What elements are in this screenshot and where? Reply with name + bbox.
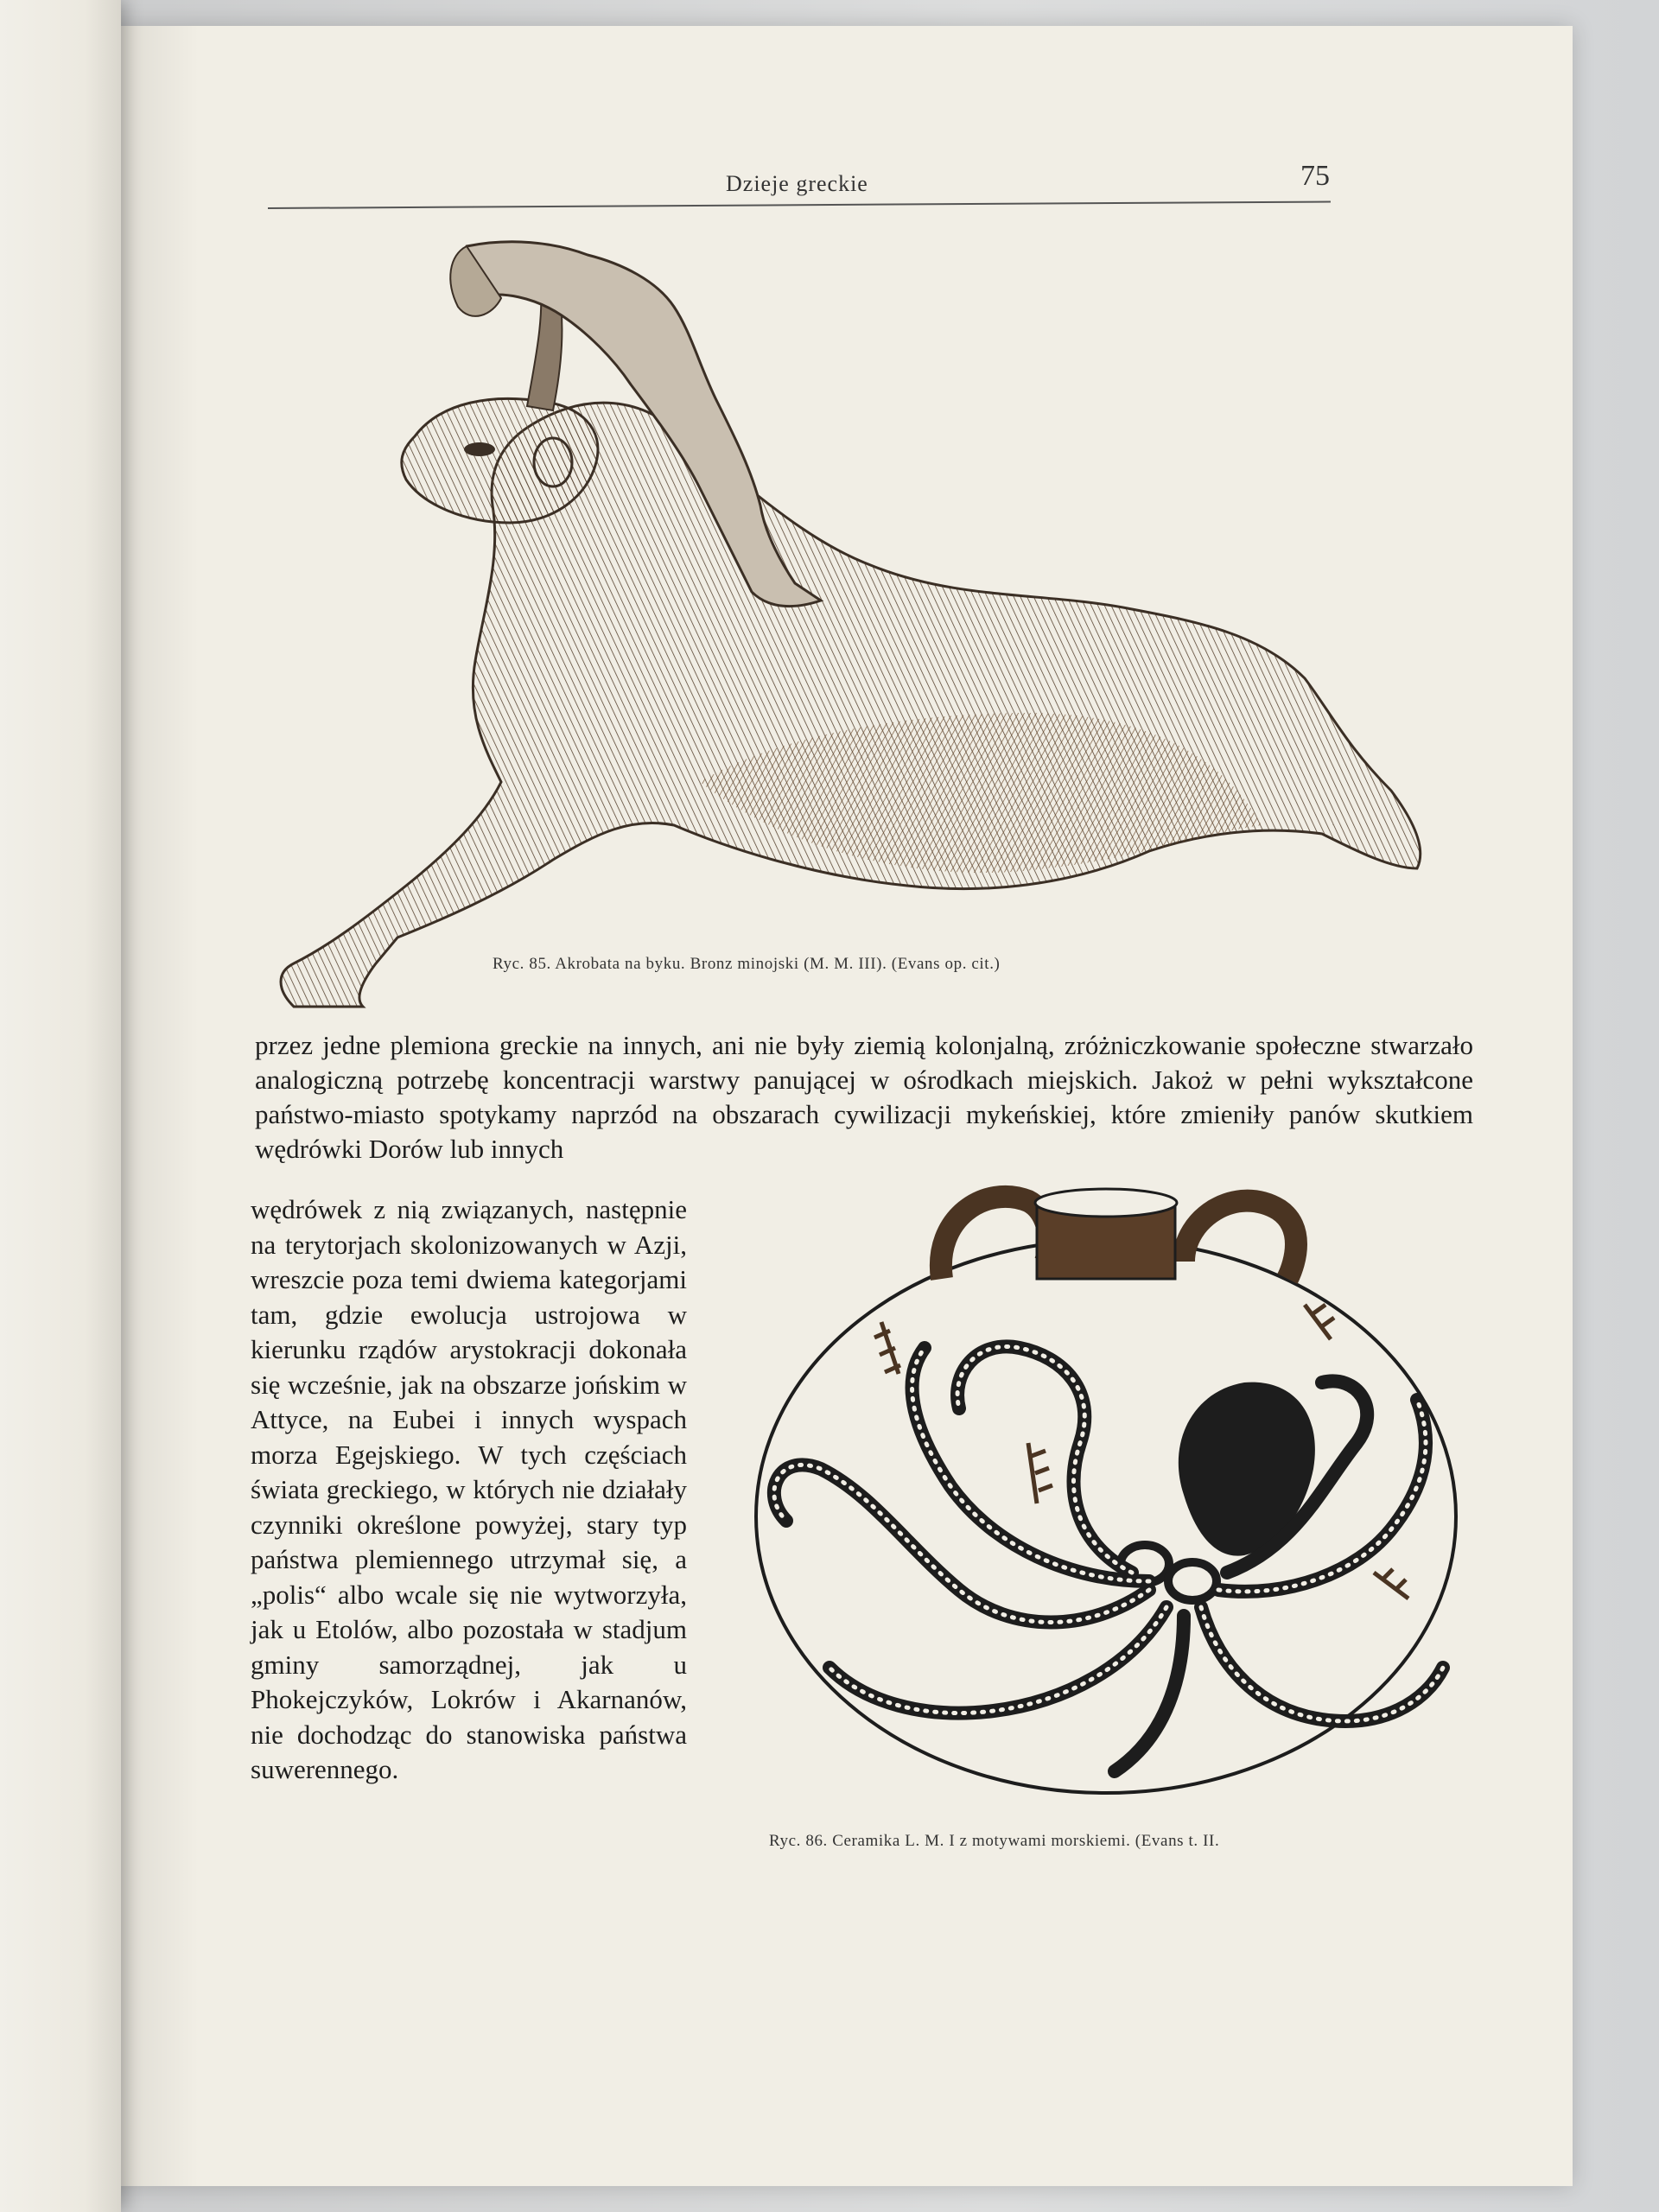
figure-86-caption: Ryc. 86. Ceramika L. M. I z motywami morskiemi. (Evans t. II. [769,1832,1220,1850]
body-text-full-width: przez jedne plemiona greckie na innych, ani nie były ziemią kolonjalną, zróżniczkowanie społeczne stwarzało analogiczną potrzebę koncentracji warstwy panującej w ośrodkach miejskich. Jakoż w pełni wykształcone państwo-miasto spotykamy naprzód na obszarach cywilizacji mykeńskiej, które zmieniły panów skutkiem wędrówki Dorów lub innych [255,1030,1473,1164]
header-rule [268,200,1331,209]
figure-86-octopus-vase [700,1184,1529,1823]
body-text-column: wędrówek z nią związanych, następnie na terytorjach skolonizowanych w Azji, wreszcie poza temi dwiema kategorjami tam, gdzie ewolucja ustrojowa w kierunku rządów arystokracji dokonała się wcześnie, jak na obszarze jońskim w Attyce, na Eubei i innych wyspach morza Egejskiego. W tych częściach świata greckiego, w których nie działały czynniki określone powyżej, stary typ państwa plemiennego utrzymał się, a „polis“ albo wcale się nie wytworzyła, jak u Etolów, albo pozostała w stadjum gminy samorządnej, jak u Phokejczyków, Lokrów i Akarnanów, nie dochodząc do stanowiska państwa suwerennego. [251,1194,687,1784]
page-number: 75 [1300,160,1330,192]
left-page-edge [0,0,121,2212]
running-header-title: Dzieje greckie [726,171,868,196]
figure-85-bull-leaper [268,229,1460,1015]
figure-85-caption: Ryc. 85. Akrobata na byku. Bronz minojski (M. M. III). (Evans op. cit.) [493,955,1001,973]
book-page [95,26,1573,2186]
